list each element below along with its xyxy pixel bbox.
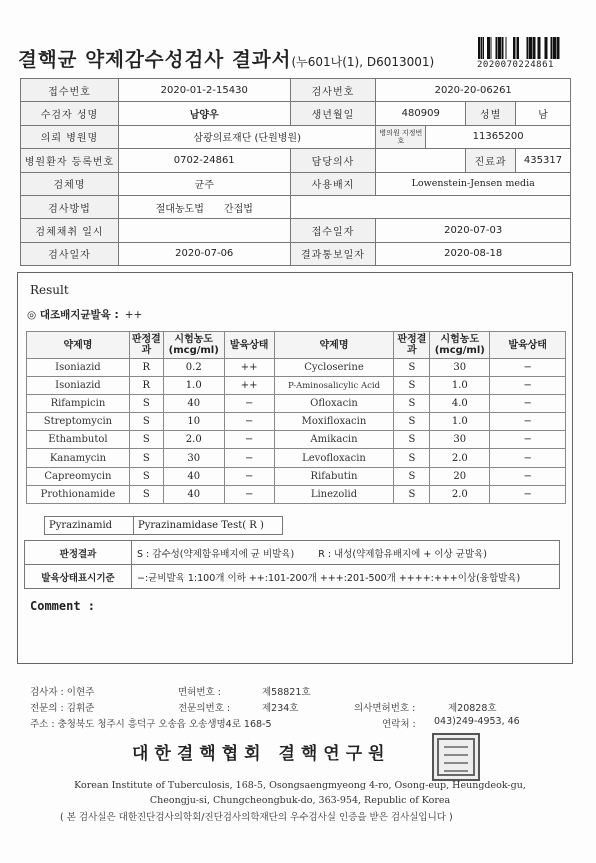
specialist: 전문의 : 김휘준	[30, 703, 95, 714]
left-judge-cell: S	[129, 431, 163, 449]
drug-row	[27, 449, 566, 467]
left-conc-cell: 40	[163, 485, 224, 503]
birth-label: 생년월일	[290, 102, 376, 125]
pyrazinamide-table	[44, 516, 283, 535]
judge-criteria	[132, 541, 560, 565]
left-conc-cell: 0.2	[163, 359, 224, 377]
report-date-label: 결과통보일자	[290, 242, 376, 265]
hospital-code-label: 병의원 지정번호	[376, 125, 426, 148]
right-conc-cell: 30	[430, 431, 490, 449]
col-conc-2: 시험농도 (mcg/ml)	[430, 332, 490, 359]
right-judge-cell: S	[394, 359, 430, 377]
license-label: 면허번호 :	[178, 687, 221, 698]
left-growth-cell: −	[224, 413, 274, 431]
organization-name: 대한결핵협회 결핵연구원	[132, 744, 391, 764]
comment-label: Comment :	[30, 599, 96, 613]
right-drug-cell: P-Aminosalicylic Acid	[274, 377, 394, 395]
method-2: 간접법	[223, 203, 253, 215]
barcode	[478, 37, 560, 59]
drug-susceptibility-table	[26, 331, 566, 504]
hospital-label: 의뢰 병원명	[21, 125, 119, 148]
left-growth-cell: ++	[224, 377, 274, 395]
growth-criteria-label: 발육상태표시기준	[25, 565, 132, 589]
report-date: 2020-08-18	[376, 242, 571, 265]
title-main: 결핵균 약제감수성검사 결과서	[18, 48, 292, 71]
specialist-license-label: 전문의번호 :	[178, 703, 231, 714]
drug-row	[27, 395, 566, 413]
right-drug-cell: Levofloxacin	[274, 449, 394, 467]
left-conc-cell: 2.0	[163, 431, 224, 449]
left-drug-cell: Capreomycin	[27, 467, 130, 485]
barcode-number: 2020070224861	[477, 60, 554, 70]
left-growth-cell: −	[224, 449, 274, 467]
right-drug-cell: Ofloxacin	[274, 395, 394, 413]
right-conc-cell: 4.0	[430, 395, 490, 413]
right-growth-cell: −	[490, 485, 566, 503]
reg-no-label: 병원환자 등록번호	[21, 149, 119, 172]
left-judge-cell: S	[129, 485, 163, 503]
receipt-no: 2020-01-2-15430	[118, 79, 290, 102]
receipt-no-label: 접수번호	[21, 79, 119, 102]
hospital-code: 11365200	[426, 125, 571, 148]
left-judge-cell: S	[129, 395, 163, 413]
english-address	[30, 779, 570, 808]
right-drug-cell: Moxifloxacin	[274, 413, 394, 431]
result-title: Result	[30, 283, 69, 297]
control-growth	[27, 307, 142, 322]
test-no: 2020-20-06261	[376, 79, 571, 102]
right-judge-cell: S	[394, 485, 430, 503]
test-no-label: 검사번호	[290, 79, 376, 102]
growth-criteria: −:균비발육 1:100개 이하 ++:101-200개 +++:201-500개 ++++:+++이상(융합발육)	[132, 565, 560, 589]
left-judge-cell: R	[129, 377, 163, 395]
col-drug: 약제명	[27, 332, 130, 359]
col-growth: 발육상태	[224, 332, 274, 359]
drug-row	[27, 467, 566, 485]
right-judge-cell: S	[394, 377, 430, 395]
right-conc-cell: 20	[430, 467, 490, 485]
right-growth-cell: −	[490, 359, 566, 377]
right-judge-cell: S	[394, 467, 430, 485]
collect-date	[118, 219, 290, 242]
right-growth-cell: −	[490, 449, 566, 467]
title-sub: (누601나(1), D6013001)	[291, 55, 435, 69]
address: 주소 : 충청북도 청주시 흥덕구 오송읍 오송생명4로 168-5	[30, 719, 272, 730]
col-conc: 시험농도 (mcg/ml)	[163, 332, 224, 359]
left-conc-cell: 40	[163, 395, 224, 413]
test-date-label: 검사일자	[21, 242, 119, 265]
dept-label: 진료과	[466, 149, 516, 172]
judge-r: R : 내성(약제함유배지에 + 이상 균발육)	[318, 548, 487, 560]
judge-s: S : 감수성(약제함유배지에 균 비발육)	[137, 548, 295, 560]
doctor-name	[376, 149, 466, 172]
phone: 043)249-4953, 46	[434, 716, 520, 727]
pza-value: Pyrazinamidase Test( R )	[134, 517, 283, 535]
doctor-license-label: 의사면허번호 :	[354, 703, 416, 714]
official-seal	[432, 733, 480, 781]
license: 제58821호	[262, 687, 311, 698]
english-address-line-1: Korean Institute of Tuberculosis, 168-5, Osongsaengmyeong 4-ro, Osong-eup, Heungdeok-gu,	[74, 780, 526, 791]
patient-info-table	[20, 78, 571, 266]
right-conc-cell: 2.0	[430, 449, 490, 467]
right-drug-cell: Cycloserine	[274, 359, 394, 377]
examiner: 검사자 : 이현주	[30, 687, 95, 698]
judge-criteria-label: 판정결과	[25, 541, 132, 565]
right-conc-cell: 2.0	[430, 485, 490, 503]
dept: 435317	[516, 149, 571, 172]
collect-label: 검체채취 일시	[21, 219, 119, 242]
criteria-table	[24, 540, 560, 589]
left-growth-cell: ++	[224, 359, 274, 377]
left-conc-cell: 40	[163, 467, 224, 485]
col-drug-2: 약제명	[274, 332, 394, 359]
english-address-line-2: Cheongju-si, Chungcheongbuk-do, 363-954, Republic of Korea	[149, 794, 451, 806]
right-judge-cell: S	[394, 449, 430, 467]
receipt-date-label: 접수일자	[290, 219, 376, 242]
right-judge-cell: S	[394, 395, 430, 413]
method	[118, 195, 290, 218]
pza-label: Pyrazinamid	[45, 517, 134, 535]
left-judge-cell: S	[129, 467, 163, 485]
medium: Lowenstein-Jensen media	[376, 172, 571, 195]
left-judge-cell: R	[129, 359, 163, 377]
right-growth-cell: −	[490, 467, 566, 485]
specimen: 균주	[118, 172, 290, 195]
sex-label: 성별	[466, 102, 516, 125]
test-date: 2020-07-06	[118, 242, 290, 265]
specialist-license: 제234호	[262, 703, 299, 714]
hospital-name: 삼광의료재단 (단원병원)	[118, 125, 375, 148]
right-conc-cell: 1.0	[430, 377, 490, 395]
right-growth-cell: −	[490, 431, 566, 449]
right-growth-cell: −	[490, 395, 566, 413]
left-drug-cell: Isoniazid	[27, 359, 130, 377]
left-judge-cell: S	[129, 413, 163, 431]
patient-name: 남양우	[118, 102, 290, 125]
left-drug-cell: Streptomycin	[27, 413, 130, 431]
left-conc-cell: 10	[163, 413, 224, 431]
left-growth-cell: −	[224, 467, 274, 485]
left-drug-cell: Rifampicin	[27, 395, 130, 413]
method-empty	[290, 195, 570, 218]
reg-no: 0702-24861	[118, 149, 290, 172]
drug-row	[27, 359, 566, 377]
drug-row	[27, 485, 566, 503]
right-judge-cell: S	[394, 431, 430, 449]
control-growth-value: ++	[124, 309, 143, 321]
left-judge-cell: S	[129, 449, 163, 467]
medium-label: 사용배지	[290, 172, 376, 195]
right-judge-cell: S	[394, 413, 430, 431]
method-label: 검사방법	[21, 195, 119, 218]
right-drug-cell: Amikacin	[274, 431, 394, 449]
left-conc-cell: 30	[163, 449, 224, 467]
control-growth-label: ◎ 대조배지균발육 :	[27, 309, 119, 321]
drug-row	[27, 377, 566, 395]
left-growth-cell: −	[224, 431, 274, 449]
right-growth-cell: −	[490, 413, 566, 431]
right-growth-cell: −	[490, 377, 566, 395]
doctor-label: 담당의사	[290, 149, 376, 172]
col-growth-2: 발육상태	[490, 332, 566, 359]
right-conc-cell: 1.0	[430, 413, 490, 431]
right-drug-cell: Rifabutin	[274, 467, 394, 485]
sex: 남	[516, 102, 571, 125]
left-growth-cell: −	[224, 485, 274, 503]
right-conc-cell: 30	[430, 359, 490, 377]
left-growth-cell: −	[224, 395, 274, 413]
drug-row	[27, 413, 566, 431]
phone-label: 연락처 :	[382, 719, 416, 730]
left-drug-cell: Kanamycin	[27, 449, 130, 467]
left-drug-cell: Isoniazid	[27, 377, 130, 395]
left-drug-cell: Prothionamide	[27, 485, 130, 503]
patient-name-label: 수검자 성명	[21, 102, 119, 125]
receipt-date: 2020-07-03	[376, 219, 571, 242]
specimen-label: 검체명	[21, 172, 119, 195]
method-1: 절대농도법	[155, 203, 204, 215]
doctor-license: 제20828호	[448, 703, 497, 714]
drug-row	[27, 431, 566, 449]
certification-note: ( 본 검사실은 대한진단검사의학회/진단검사의학재단의 우수검사실 인증을 받은 검사실입니다 )	[60, 812, 453, 823]
col-judge-2: 판정결과	[394, 332, 430, 359]
right-drug-cell: Linezolid	[274, 485, 394, 503]
col-judge: 판정결과	[129, 332, 163, 359]
birth-date: 480909	[376, 102, 466, 125]
left-drug-cell: Ethambutol	[27, 431, 130, 449]
left-conc-cell: 1.0	[163, 377, 224, 395]
document-title	[18, 44, 434, 72]
